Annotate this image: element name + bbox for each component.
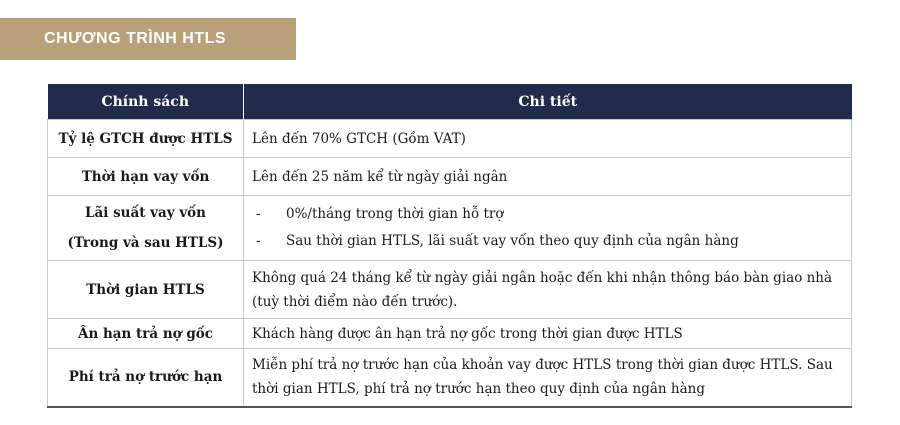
bullet-item <box>252 228 843 255</box>
column-header-detail: Chi tiết <box>244 84 852 120</box>
detail-cell <box>244 261 852 319</box>
detail-line: Miễn phí trả nợ trước hạn của khoản vay được HTLS trong thời gian được HTLS. Sau <box>252 357 833 374</box>
detail-text: Khách hàng được ân hạn trả nợ gốc trong thời gian được HTLS <box>252 325 683 342</box>
policy-name: Tỷ lệ GTCH được HTLS <box>58 130 233 147</box>
detail-cell <box>244 196 852 261</box>
column-header-policy: Chính sách <box>48 84 244 120</box>
policy-name-subtitle: (Trong và sau HTLS) <box>67 235 224 251</box>
policy-cell <box>48 319 244 349</box>
bullet-dash: - <box>256 233 261 249</box>
policy-name: Lãi suất vay vốn <box>85 205 206 221</box>
policy-cell <box>48 261 244 319</box>
table-row <box>48 319 852 349</box>
section-title: CHƯƠNG TRÌNH HTLS <box>44 30 227 47</box>
policy-name: Thời gian HTLS <box>86 281 205 298</box>
detail-text: Lên đến 25 năm kể từ ngày giải ngân <box>252 168 508 185</box>
htls-policy-table <box>47 84 852 408</box>
detail-cell <box>244 158 852 196</box>
table-row <box>48 196 852 261</box>
policy-name: Phí trả nợ trước hạn <box>68 369 223 386</box>
table-row <box>48 349 852 407</box>
detail-cell <box>244 349 852 407</box>
bullet-text: Sau thời gian HTLS, lãi suất vay vốn theo quy định của ngân hàng <box>286 233 739 249</box>
detail-line: (tuỳ thời điểm nào đến trước). <box>252 293 458 310</box>
bullet-text: 0%/tháng trong thời gian hỗ trợ <box>286 206 504 222</box>
detail-line: Không quá 24 tháng kể từ ngày giải ngân hoặc đến khi nhận thông báo bàn giao nhà <box>252 269 833 286</box>
policy-cell <box>48 120 244 158</box>
detail-text: Lên đến 70% GTCH (Gồm VAT) <box>252 130 466 147</box>
policy-cell <box>48 349 244 407</box>
bullet-dash: - <box>256 206 261 222</box>
policy-name: Thời hạn vay vốn <box>81 168 210 185</box>
policy-cell <box>48 158 244 196</box>
detail-cell <box>244 319 852 349</box>
policy-cell <box>48 196 244 261</box>
policy-name: Ân hạn trả nợ gốc <box>77 325 214 342</box>
table-row <box>48 261 852 319</box>
table-row <box>48 120 852 158</box>
bullet-item <box>252 201 843 228</box>
section-banner <box>0 18 296 60</box>
table-row <box>48 158 852 196</box>
detail-cell <box>244 120 852 158</box>
detail-line: thời gian HTLS, phí trả nợ trước hạn theo quy định của ngân hàng <box>252 381 705 398</box>
table-header-row <box>48 84 852 120</box>
